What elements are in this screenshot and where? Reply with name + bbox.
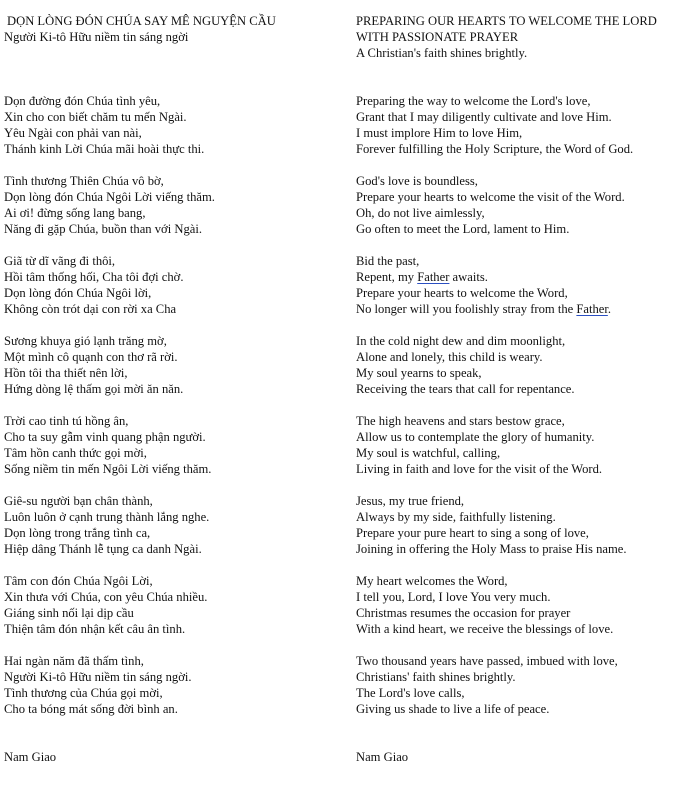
poem-line: Oh, do not live aimlessly,	[356, 206, 485, 220]
poem-line: My soul is watchful, calling,	[356, 446, 501, 460]
poem-line: Dọn lòng trong trắng tình ca,	[4, 526, 151, 540]
poem-line: Giving us shade to live a life of peace.	[356, 702, 550, 716]
poem-line: Xin thưa với Chúa, con yêu Chúa nhiều.	[4, 590, 208, 604]
poem-line: Two thousand years have passed, imbued with love,	[356, 654, 618, 668]
poem-line: Always by my side, faithfully listening.	[356, 510, 556, 524]
author-en: Nam Giao	[356, 750, 409, 764]
poem-line: With a kind heart, we receive the blessings of love.	[356, 622, 614, 636]
poem-line: Tâm con đón Chúa Ngôi Lời,	[4, 574, 153, 588]
stanza	[4, 93, 334, 157]
underlined-word: Father	[417, 270, 450, 284]
stanza	[356, 93, 674, 157]
poem-line: Hồn tôi tha thiết nên lời,	[4, 366, 128, 380]
poem-line: Preparing the way to welcome the Lord's love,	[356, 94, 591, 108]
line-text: .	[607, 302, 612, 316]
stanza	[356, 413, 674, 477]
poem-line: Sương khuya gió lạnh trăng mờ,	[4, 334, 167, 348]
line-text: Repent, my	[356, 270, 418, 284]
poem-line: Prepare your hearts to welcome the Word,	[356, 286, 568, 300]
poem-line: Prepare your pure heart to sing a song of love,	[356, 526, 589, 540]
poem-title-en: PREPARING OUR HEARTS TO WELCOME THE LORD WITH PASSIONATE PRAYER	[356, 14, 657, 44]
poem-line: In the cold night dew and dim moonlight,	[356, 334, 566, 348]
stanza	[4, 573, 334, 637]
poem-line: I tell you, Lord, I love You very much.	[356, 590, 551, 604]
poem-subtitle-en: A Christian's faith shines brightly.	[356, 46, 528, 60]
poem-line: Không còn trót dại con rời xa Cha	[4, 302, 177, 316]
stanzas-en	[356, 93, 674, 717]
poem-line: Sống niềm tin mến Ngôi Lời viếng thăm.	[4, 462, 212, 476]
poem-subtitle-vi: Người Ki-tô Hữu niềm tin sáng ngời	[4, 30, 189, 44]
stanza	[4, 493, 334, 557]
english-poem	[356, 13, 674, 765]
poem-line: Hai ngàn năm đã thấm tình,	[4, 654, 144, 668]
poem-title-vi: DỌN LÒNG ĐÓN CHÚA SAY MÊ NGUYỆN CẦU	[7, 14, 276, 28]
poem-line: My heart welcomes the Word,	[356, 574, 508, 588]
poem-line: Trời cao tinh tú hồng ân,	[4, 414, 129, 428]
poem-line: Bid the past,	[356, 254, 420, 268]
poem-line: Thánh kinh Lời Chúa mãi hoài thực thi.	[4, 142, 205, 156]
stanza	[4, 653, 334, 717]
poem-line: Dọn đường đón Chúa tình yêu,	[4, 94, 161, 108]
poem-line	[356, 301, 674, 317]
poem-line: Thiện tâm đón nhận kết câu ân tình.	[4, 622, 186, 636]
line-text: No longer will you foolishly stray from the	[356, 302, 577, 316]
poem-line: Dọn lòng đón Chúa Ngôi Lời viếng thăm.	[4, 190, 215, 204]
poem-line: Người Ki-tô Hữu niềm tin sáng ngời.	[4, 670, 192, 684]
vietnamese-poem	[4, 13, 334, 765]
poem-line: Luôn luôn ở cạnh trung thành lắng nghe.	[4, 510, 210, 524]
stanza	[4, 173, 334, 237]
poem-line: Tình thương Thiên Chúa vô bờ,	[4, 174, 164, 188]
poem-line: The Lord's love calls,	[356, 686, 465, 700]
underlined-word: Father	[576, 302, 608, 316]
poem-line: Living in faith and love for the visit of the Word.	[356, 462, 603, 476]
line-text: awaits.	[449, 270, 488, 284]
poem-line: Giê-su người bạn chân thành,	[4, 494, 153, 508]
poem-line: The high heavens and stars bestow grace,	[356, 414, 565, 428]
poem-line: Receiving the tears that call for repentance.	[356, 382, 575, 396]
poem-line: Cho ta bóng mát sống đời bình an.	[4, 702, 178, 716]
poem-line: My soul yearns to speak,	[356, 366, 482, 380]
poem-line: Allow us to contemplate the glory of humanity.	[356, 430, 595, 444]
poem-line: Alone and lonely, this child is weary.	[356, 350, 543, 364]
poem-line: I must implore Him to love Him,	[356, 126, 523, 140]
poem-line: Joining in offering the Holy Mass to praise His name.	[356, 542, 627, 556]
poem-line: Hứng dòng lệ thấm gọi mời ăn năn.	[4, 382, 184, 396]
stanza	[356, 253, 674, 317]
poem-line: Năng đi gặp Chúa, buồn than với Ngài.	[4, 222, 202, 236]
poem-line: God's love is boundless,	[356, 174, 478, 188]
poem-line: Go often to meet the Lord, lament to Him.	[356, 222, 570, 236]
poem-line: Christians' faith shines brightly.	[356, 670, 516, 684]
poem-line: Hồi tâm thống hối, Cha tôi đợi chờ.	[4, 270, 184, 284]
stanza	[356, 493, 674, 557]
poem-line: Một mình cô quạnh con thơ rã rời.	[4, 350, 178, 364]
poem-line: Tâm hồn canh thức gọi mời,	[4, 446, 147, 460]
poem-line: Jesus, my true friend,	[356, 494, 465, 508]
poem-line: Cho ta suy gẫm vinh quang phận người.	[4, 430, 206, 444]
stanza	[356, 173, 674, 237]
author-vi: Nam Giao	[4, 750, 57, 764]
poem-line: Tình thương của Chúa gọi mời,	[4, 686, 163, 700]
stanza	[356, 653, 674, 717]
stanza	[4, 253, 334, 317]
poem-line: Forever fulfilling the Holy Scripture, the Word of God.	[356, 142, 634, 156]
stanza	[4, 333, 334, 397]
poem-line: Hiệp dâng Thánh lễ tụng ca danh Ngài.	[4, 542, 202, 556]
poem-line: Dọn lòng đón Chúa Ngôi lời,	[4, 286, 152, 300]
stanza	[4, 413, 334, 477]
poem-line: Christmas resumes the occasion for prayer	[356, 606, 571, 620]
poem-line: Xin cho con biết chăm tu mến Ngài.	[4, 110, 187, 124]
stanza	[356, 333, 674, 397]
poem-line: Giáng sinh nối lại dịp cầu	[4, 606, 134, 620]
poem-line: Grant that I may diligently cultivate and love Him.	[356, 110, 612, 124]
stanza	[356, 573, 674, 637]
poem-line: Prepare your hearts to welcome the visit of the Word.	[356, 190, 625, 204]
poem-line: Giã từ dĩ vãng đi thôi,	[4, 254, 116, 268]
poem-line: Yêu Ngài con phải van nài,	[4, 126, 142, 140]
poem-line: Ai ơi! đừng sống lang bang,	[4, 206, 146, 220]
poem-line	[356, 269, 674, 285]
stanzas-vi	[4, 93, 334, 717]
